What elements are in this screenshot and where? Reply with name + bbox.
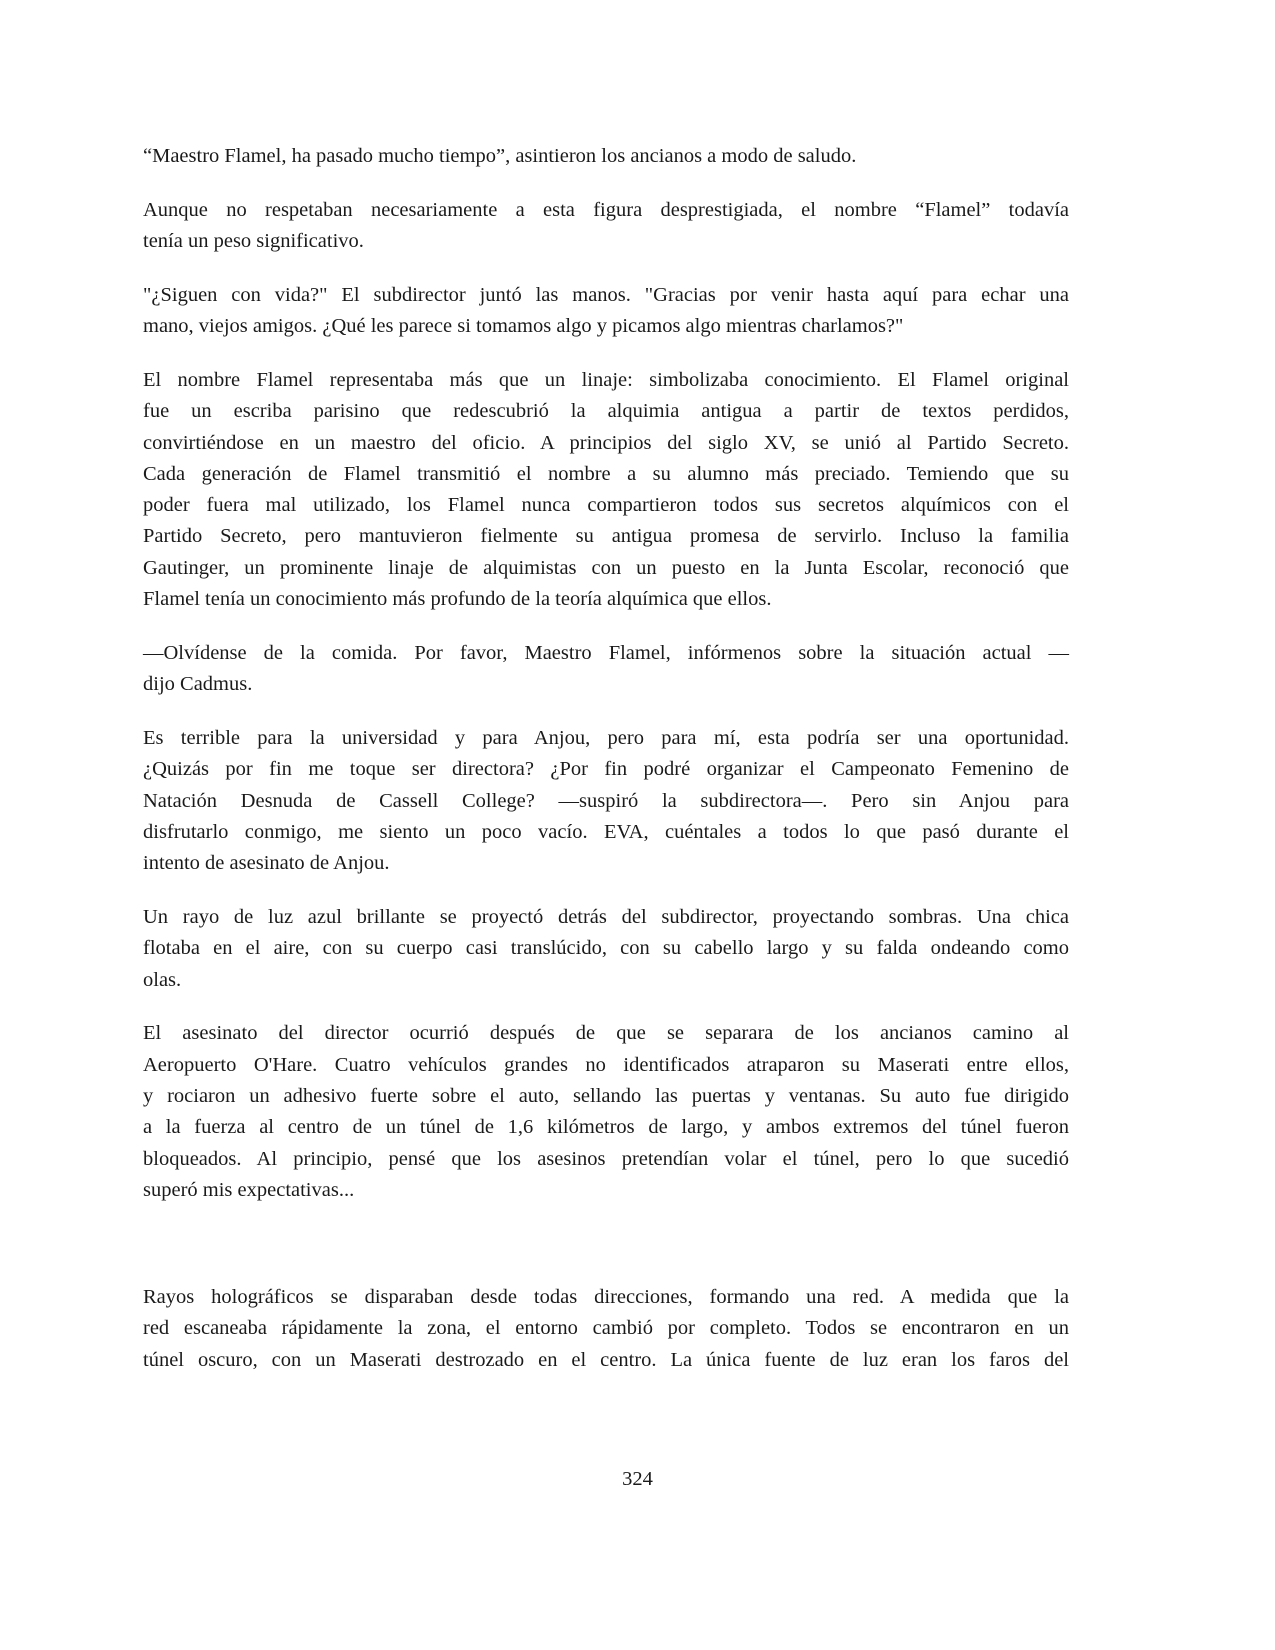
text-line: El nombre Flamel representaba más que un linaje: simbolizaba conocimiento. El Flamel original	[143, 368, 1069, 391]
text-line: poder fuera mal utilizado, los Flamel nunca compartieron todos sus secretos alquímicos con el	[143, 494, 1069, 517]
paragraph	[143, 1018, 1069, 1206]
text-line: Rayos holográficos se disparaban desde todas direcciones, formando una red. A medida que la	[143, 1286, 1069, 1309]
text-line: ¿Quizás por fin me toque ser directora? ¿Por fin podré organizar el Campeonato Femenino de	[143, 758, 1069, 781]
paragraph	[143, 195, 1069, 258]
text-line: tenía un peso significativo.	[143, 230, 364, 253]
text-line: Aeropuerto O'Hare. Cuatro vehículos grandes no identificados atraparon su Maserati entre ellos,	[143, 1053, 1069, 1076]
paragraph	[143, 1282, 1069, 1376]
text-line: El asesinato del director ocurrió después de que se separara de los ancianos camino al	[143, 1022, 1069, 1045]
text-line: flotaba en el aire, con su cuerpo casi translúcido, con su cabello largo y su falda ondeando como	[143, 937, 1069, 960]
text-line: superó mis expectativas...	[143, 1178, 355, 1201]
text-line: "¿Siguen con vida?" El subdirector juntó las manos. "Gracias por venir hasta aquí para echar una	[143, 283, 1069, 306]
text-line: convirtiéndose en un maestro del oficio. A principios del siglo XV, se unió al Partido Secreto.	[143, 431, 1069, 454]
text-line: Un rayo de luz azul brillante se proyectó detrás del subdirector, proyectando sombras. Una chica	[143, 905, 1069, 928]
text-line: y rociaron un adhesivo fuerte sobre el auto, sellando las puertas y ventanas. Su auto fue dirigido	[143, 1084, 1069, 1107]
text-line: dijo Cadmus.	[143, 673, 253, 696]
text-line: disfrutarlo conmigo, me siento un poco vacío. EVA, cuéntales a todos lo que pasó durante el	[143, 820, 1069, 843]
text-line: Es terrible para la universidad y para Anjou, pero para mí, esta podría ser una oportunidad.	[143, 726, 1069, 749]
text-line: Partido Secreto, pero mantuvieron fielmente su antigua promesa de servirlo. Incluso la familia	[143, 525, 1069, 548]
text-line: a la fuerza al centro de un túnel de 1,6 kilómetros de largo, y ambos extremos del túnel fueron	[143, 1116, 1069, 1139]
paragraph	[143, 365, 1069, 615]
text-line: Flamel tenía un conocimiento más profundo de la teoría alquímica que ellos.	[143, 588, 772, 611]
text-line: Natación Desnuda de Cassell College? —suspiró la subdirectora—. Pero sin Anjou para	[143, 789, 1069, 812]
paragraph	[143, 902, 1069, 996]
text-line: mano, viejos amigos. ¿Qué les parece si tomamos algo y picamos algo mientras charlamos?"	[143, 315, 904, 338]
text-line: fue un escriba parisino que redescubrió la alquimia antigua a partir de textos perdidos,	[143, 400, 1069, 423]
paragraph	[143, 280, 1069, 343]
text-line: —Olvídense de la comida. Por favor, Maestro Flamel, infórmenos sobre la situación actual —	[143, 641, 1069, 664]
text-line: “Maestro Flamel, ha pasado mucho tiempo”, asintieron los ancianos a modo de saludo.	[143, 145, 857, 167]
text-line: red escaneaba rápidamente la zona, el entorno cambió por completo. Todos se encontraron en un	[143, 1317, 1069, 1340]
text-line: Aunque no respetaban necesariamente a esta figura desprestigiada, el nombre “Flamel” todavía	[143, 198, 1069, 221]
text-line: bloqueados. Al principio, pensé que los asesinos pretendían volar el túnel, pero lo que sucedió	[143, 1147, 1069, 1170]
text-line: Cada generación de Flamel transmitió el nombre a su alumno más preciado. Temiendo que su	[143, 462, 1069, 485]
page-body	[143, 141, 1069, 1399]
text-line: intento de asesinato de Anjou.	[143, 852, 390, 875]
text-line: olas.	[143, 968, 182, 991]
paragraph	[143, 141, 1069, 172]
text-line: túnel oscuro, con un Maserati destrozado en el centro. La única fuente de luz eran los faros del	[143, 1348, 1069, 1371]
paragraph	[143, 723, 1069, 879]
page-number: 324	[622, 1468, 653, 1490]
paragraph	[143, 638, 1069, 701]
text-line: Gautinger, un prominente linaje de alquimistas con un puesto en la Junta Escolar, reconoció que	[143, 556, 1069, 579]
